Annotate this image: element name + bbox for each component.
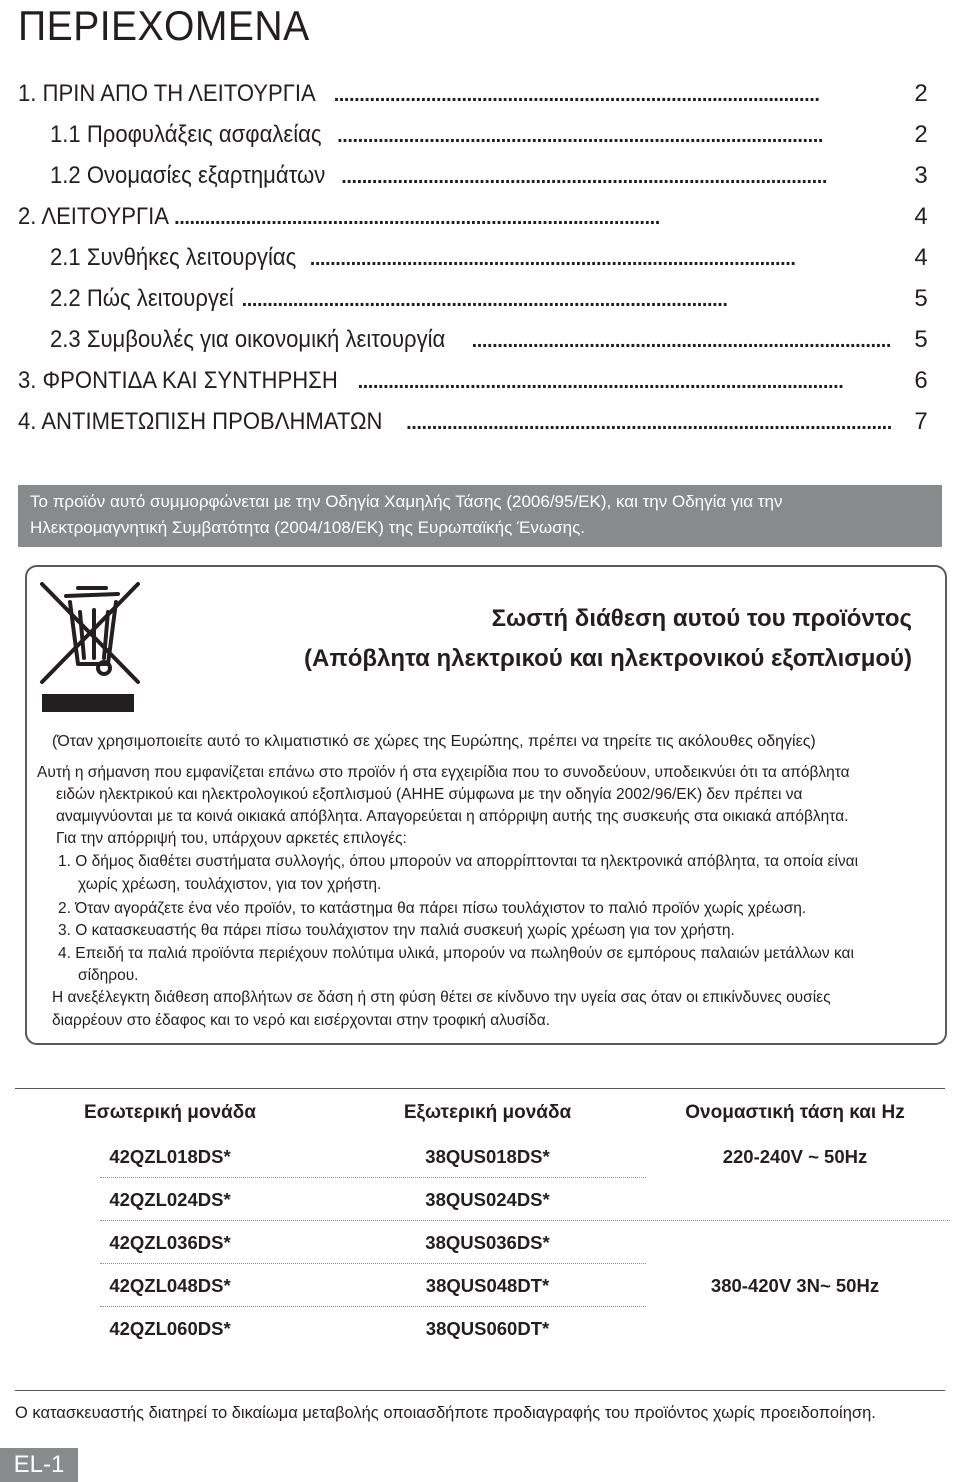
toc-leader bbox=[337, 125, 892, 148]
column-header-outdoor: Εξωτερική μονάδα bbox=[403, 1102, 572, 1123]
disposal-option: 4. Επειδή τα παλιά προϊόντα περιέχουν πολύτιμα υλικά, μπορούν να πωληθούν σε εμπόρους παλαιών μετάλλων και bbox=[58, 945, 854, 962]
disposal-warning: Η ανεξέλεγκτη διάθεση αποβλήτων σε δάση ή στη φύση θέτει σε κίνδυνο την υγεία σας όταν οι επικίνδυνες ουσίες bbox=[52, 989, 831, 1006]
toc-page-number: 4 bbox=[914, 203, 928, 230]
outdoor-model: 38QUS036DS* bbox=[425, 1232, 550, 1253]
column-header-indoor: Εσωτερική μονάδα bbox=[84, 1102, 256, 1123]
outdoor-model: 38QUS060DT* bbox=[425, 1318, 550, 1339]
indoor-model: 42QZL018DS* bbox=[109, 1146, 231, 1167]
indoor-model: 42QZL060DS* bbox=[109, 1318, 231, 1339]
voltage-value: 220-240V ~ 50Hz bbox=[722, 1146, 868, 1167]
toc-entry[interactable] bbox=[50, 326, 928, 360]
disposal-title: Σωστή διάθεση αυτού του προϊόντος bbox=[491, 605, 912, 632]
toc-entry[interactable] bbox=[18, 80, 928, 114]
toc-entry[interactable] bbox=[18, 367, 928, 401]
toc-page-number: 4 bbox=[914, 244, 928, 271]
outdoor-model: 38QUS048DT* bbox=[425, 1275, 550, 1296]
toc-leader bbox=[174, 207, 892, 230]
toc-entry[interactable] bbox=[50, 162, 928, 196]
toc-page-number: 7 bbox=[914, 408, 928, 435]
page-number-label: EL-1 bbox=[0, 1448, 78, 1482]
crossed-out-wheelie-bin-icon bbox=[38, 578, 142, 688]
table-top-rule bbox=[15, 1088, 945, 1089]
toc-label: 2.2 Πώς λειτουργεί bbox=[50, 285, 234, 312]
indoor-model: 42QZL024DS* bbox=[109, 1189, 231, 1210]
toc-leader bbox=[334, 84, 892, 107]
row-separator bbox=[100, 1177, 646, 1178]
bin-icon-bar bbox=[42, 694, 134, 712]
indoor-model: 42QZL036DS* bbox=[109, 1232, 231, 1253]
disposal-text-line: ειδών ηλεκτρικού και ηλεκτρολογικού εξοπλισμού (ΑΗΗΕ σύμφωνα με την οδηγία 2002/96/ΕΚ) δεν πρέπει να bbox=[56, 786, 803, 803]
compliance-line-2: Ηλεκτρομαγνητική Συμβατότητα (2004/108/ΕΚ) της Ευρωπαϊκής Ένωσης. bbox=[30, 518, 585, 537]
disposal-subtitle: (Απόβλητα ηλεκτρικού και ηλεκτρονικού εξοπλισμού) bbox=[304, 645, 912, 672]
disposal-intro: (Όταν χρησιμοποιείτε αυτό το κλιματιστικό σε χώρες της Ευρώπης, πρέπει να τηρείτε τις ακόλουθες οδηγίες) bbox=[52, 733, 816, 750]
toc-label: 1.1 Προφυλάξεις ασφαλείας bbox=[50, 121, 322, 148]
disposal-text-line: Αυτή η σήμανση που εμφανίζεται επάνω στο προϊόν ή στα εγχειρίδια που το συνοδεύουν, υποδεικνύει ότι τα απόβλητα bbox=[37, 764, 850, 781]
toc-page-number: 2 bbox=[914, 121, 928, 148]
toc-page-number: 5 bbox=[914, 326, 928, 353]
outdoor-model: 38QUS024DS* bbox=[425, 1189, 550, 1210]
row-separator bbox=[100, 1306, 646, 1307]
toc-label: 1. ΠΡΙΝ ΑΠΟ ΤΗ ΛΕΙΤΟΥΡΓΙΑ bbox=[18, 80, 316, 107]
toc-entry[interactable] bbox=[18, 203, 928, 237]
disposal-option: 2. Όταν αγοράζετε ένα νέο προϊόν, το κατάστημα θα πάρει πίσω τουλάχιστον το παλιό προϊόν χωρίς χρέωση. bbox=[58, 900, 807, 917]
disposal-option: 1. Ο δήμος διαθέτει συστήματα συλλογής, όπου μπορούν να απορρίπτονται τα ηλεκτρονικά απόβλητα, τα οποία είναι bbox=[58, 853, 859, 870]
toc-label: 3. ΦΡΟΝΤΙΔΑ ΚΑΙ ΣΥΝΤΗΡΗΣΗ bbox=[18, 367, 338, 394]
toc-leader bbox=[472, 330, 892, 353]
disposal-notice-box bbox=[25, 565, 947, 1045]
disposal-text-line: αναμιγνύονται με τα κοινά οικιακά απόβλητα. Απαγορεύεται η απόρριψη αυτής της συσκευής στα οικιακά απόβλητα. bbox=[56, 808, 849, 825]
compliance-banner bbox=[18, 485, 942, 547]
compliance-line-1: Το προϊόν αυτό συμμορφώνεται με την Οδηγία Χαμηλής Τάσης (2006/95/ΕΚ), και την Οδηγία για την bbox=[30, 492, 783, 511]
toc-label: 2. ΛΕΙΤΟΥΡΓΙΑ bbox=[18, 203, 169, 230]
disposal-warning: διαρρέουν στο έδαφος και το νερό και εισέρχονται στην τροφική αλυσίδα. bbox=[52, 1012, 551, 1029]
toc-leader bbox=[406, 412, 892, 435]
column-header-voltage: Ονομαστική τάση και Hz bbox=[685, 1102, 905, 1123]
toc-page-number: 5 bbox=[914, 285, 928, 312]
disposal-option: 3. Ο κατασκευαστής θα πάρει πίσω τουλάχιστον την παλιά συσκευή χωρίς χρέωση για τον χρήστη. bbox=[58, 922, 735, 939]
toc-leader bbox=[242, 289, 892, 312]
toc-entry[interactable] bbox=[50, 285, 928, 319]
table-bottom-rule bbox=[15, 1390, 945, 1391]
toc-label: 2.3 Συμβουλές για οικονομική λειτουργία bbox=[50, 326, 446, 353]
page-title: ΠΕΡΙΕΧΟΜΕΝΑ bbox=[18, 2, 310, 49]
row-separator bbox=[100, 1263, 646, 1264]
toc-leader bbox=[310, 248, 892, 271]
outdoor-model: 38QUS018DS* bbox=[425, 1146, 550, 1167]
toc-leader bbox=[341, 166, 892, 189]
toc-leader bbox=[358, 371, 892, 394]
toc-page-number: 2 bbox=[914, 80, 928, 107]
indoor-model: 42QZL048DS* bbox=[109, 1275, 231, 1296]
toc-label: 2.1 Συνθήκες λειτουργίας bbox=[50, 244, 297, 271]
toc-entry[interactable] bbox=[50, 121, 928, 155]
row-separator bbox=[100, 1220, 950, 1221]
toc-entry[interactable] bbox=[18, 408, 928, 442]
disposal-option-continued: χωρίς χρέωση, τουλάχιστον, για τον χρήστη. bbox=[78, 876, 382, 893]
disposal-option-continued: σίδηρου. bbox=[78, 967, 139, 984]
voltage-value: 380-420V 3N~ 50Hz bbox=[710, 1275, 880, 1296]
disposal-text-line: Για την απόρριψή του, υπάρχουν αρκετές επιλογές: bbox=[56, 830, 407, 847]
specification-disclaimer: Ο κατασκευαστής διατηρεί το δικαίωμα μεταβολής οποιασδήποτε προδιαγραφής του προϊόντος χωρίς προειδοποίηση. bbox=[15, 1404, 876, 1422]
toc-label: 1.2 Ονομασίες εξαρτημάτων bbox=[50, 162, 326, 189]
toc-page-number: 3 bbox=[914, 162, 928, 189]
toc-label: 4. ΑΝΤΙΜΕΤΩΠΙΣΗ ΠΡΟΒΛΗΜΑΤΩΝ bbox=[18, 408, 383, 435]
toc-entry[interactable] bbox=[50, 244, 928, 278]
toc-page-number: 6 bbox=[914, 367, 928, 394]
